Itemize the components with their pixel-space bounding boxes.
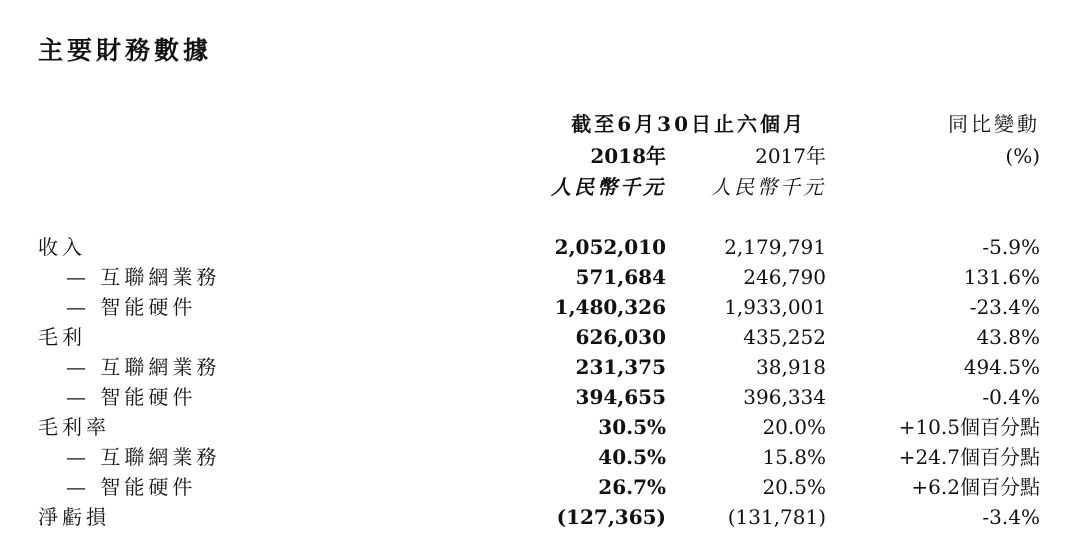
value-2018: 571,684 xyxy=(575,265,666,289)
value-2017: 396,334 xyxy=(743,385,826,409)
table-row xyxy=(0,442,1040,472)
row-label: — 互聯網業務 xyxy=(66,445,221,469)
yoy-change: -3.4% xyxy=(982,505,1040,529)
financial-data-table xyxy=(0,232,1040,532)
page-title: 主要財務數據 xyxy=(38,36,213,65)
value-2018: 2,052,010 xyxy=(554,235,666,259)
value-2018: (127,365) xyxy=(556,505,666,529)
row-label: 毛利率 xyxy=(38,415,110,439)
row-label: — 智能硬件 xyxy=(66,475,197,499)
value-2017: 38,918 xyxy=(756,355,826,379)
value-2018: 26.7% xyxy=(598,475,666,499)
value-2018: 40.5% xyxy=(598,445,666,469)
year-2018-header: 2018年 xyxy=(590,144,666,168)
period-header: 截至6月30日止六個月 xyxy=(571,112,806,136)
row-label: — 互聯網業務 xyxy=(66,355,221,379)
table-row xyxy=(0,322,1040,352)
yoy-change: -0.4% xyxy=(982,385,1040,409)
value-2018: 626,030 xyxy=(575,325,666,349)
table-row xyxy=(0,502,1040,532)
unit-2017-header: 人民幣千元 xyxy=(711,175,826,199)
value-2017: 15.8% xyxy=(762,445,826,469)
table-row xyxy=(0,412,1040,442)
yoy-change: 43.8% xyxy=(976,325,1040,349)
row-label: 淨虧損 xyxy=(38,505,110,529)
yoy-change: +24.7個百分點 xyxy=(898,445,1040,469)
table-row xyxy=(0,382,1040,412)
yoy-change: +6.2個百分點 xyxy=(911,475,1040,499)
value-2018: 30.5% xyxy=(598,415,666,439)
unit-2018-header: 人民幣千元 xyxy=(551,175,666,199)
row-label: — 智能硬件 xyxy=(66,295,197,319)
row-label: 毛利 xyxy=(38,325,86,349)
row-label: — 智能硬件 xyxy=(66,385,197,409)
table-row xyxy=(0,292,1040,322)
value-2018: 394,655 xyxy=(575,385,666,409)
table-row xyxy=(0,472,1040,502)
table-row xyxy=(0,352,1040,382)
value-2017: 2,179,791 xyxy=(724,235,826,259)
value-2017: 246,790 xyxy=(743,265,826,289)
percent-unit-header: (%) xyxy=(1005,144,1040,168)
yoy-change: 131.6% xyxy=(963,265,1040,289)
value-2017: (131,781) xyxy=(727,505,826,529)
value-2018: 231,375 xyxy=(575,355,666,379)
yoy-change: -5.9% xyxy=(982,235,1040,259)
table-row xyxy=(0,232,1040,262)
value-2017: 20.0% xyxy=(762,415,826,439)
table-row xyxy=(0,262,1040,292)
value-2017: 1,933,001 xyxy=(724,295,826,319)
yoy-change: +10.5個百分點 xyxy=(898,415,1040,439)
row-label: — 互聯網業務 xyxy=(66,265,221,289)
value-2017: 20.5% xyxy=(762,475,826,499)
row-label: 收入 xyxy=(38,235,86,259)
yoy-change: 494.5% xyxy=(963,355,1040,379)
year-2017-header: 2017年 xyxy=(755,144,826,168)
yoy-change: -23.4% xyxy=(969,295,1040,319)
value-2017: 435,252 xyxy=(743,325,826,349)
value-2018: 1,480,326 xyxy=(554,295,666,319)
yoy-change-header: 同比變動 xyxy=(948,112,1040,136)
